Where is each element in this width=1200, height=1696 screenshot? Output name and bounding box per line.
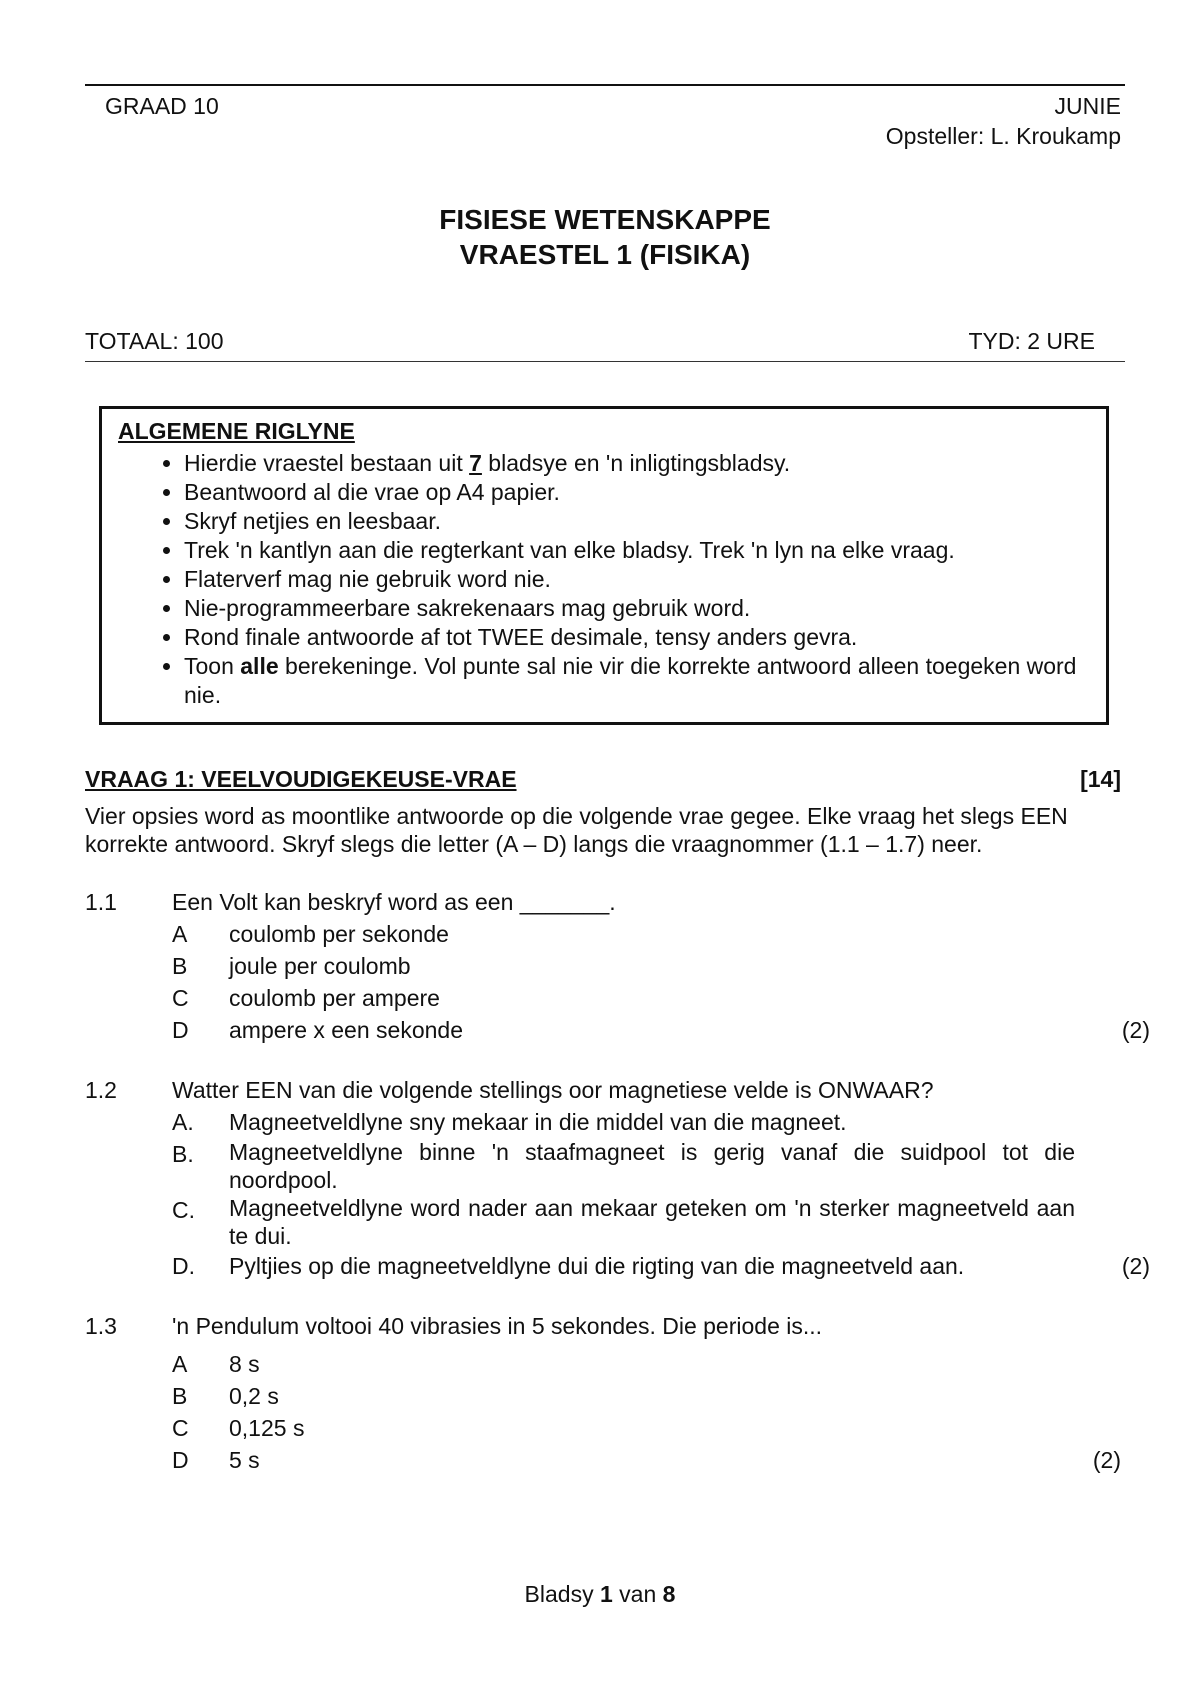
question-row: [85, 886, 1125, 918]
option-letter: D: [172, 1017, 189, 1044]
guideline-text: berekeninge. Vol punte sal nie vir die korrekte antwoord alleen toegeken word nie.: [184, 652, 1077, 708]
question-text: Watter EEN van die volgende stellings oor magnetiese velde is ONWAAR?: [172, 1077, 934, 1104]
total-marks: TOTAAL: 100: [85, 327, 224, 354]
footer-total-pages: 8: [662, 1581, 676, 1607]
guideline-text: Toon: [184, 652, 241, 679]
option-letter: D: [172, 1447, 189, 1474]
grade-label: GRAAD 10: [105, 93, 219, 119]
guideline-item: • Flaterverf mag nie gebruik word nie.: [184, 565, 1090, 594]
option-letter: B.: [172, 1141, 194, 1168]
question-row: [85, 1310, 1125, 1342]
option-letter: C: [172, 985, 189, 1012]
option-letter: A: [172, 1351, 188, 1378]
question-row: [85, 1074, 1125, 1106]
option-text: coulomb per sekonde: [229, 921, 449, 948]
guideline-text: bladsye en 'n inligtingsbladsy.: [481, 449, 791, 476]
question-marks: (2): [1121, 1017, 1150, 1044]
question-marks: (2): [1092, 1447, 1121, 1474]
guideline-emphasis: alle: [240, 652, 279, 679]
option-text: coulomb per ampere: [229, 985, 440, 1012]
question-text: 'n Pendulum voltooi 40 vibrasies in 5 sekondes. Die periode is...: [172, 1313, 823, 1340]
guideline-item: • Nie-programmeerbare sakrekenaars mag gebruik word.: [184, 594, 1090, 623]
option-letter: B: [172, 1383, 188, 1410]
question-number: 1.3: [85, 1313, 117, 1340]
guideline-item: [184, 449, 1090, 478]
guideline-item: • Beantwoord al die vrae op A4 papier.: [184, 478, 1090, 507]
option-d: [85, 1444, 1125, 1476]
guideline-item: • Skryf netjies en leesbaar.: [184, 507, 1090, 536]
paper-title: [85, 202, 1125, 272]
guideline-item: • Rond finale antwoorde af tot TWEE desimale, tensy anders gevra.: [184, 623, 1090, 652]
option-text: joule per coulomb: [229, 953, 411, 980]
question-1-intro: Vier opsies word as moontlike antwoorde op die volgende vrae gegee. Elke vraag het slegs EEN korrekte antwoord. Skryf slegs die letter (A – D) langs die vraagnommer (1.1 – 1.7) neer.: [85, 803, 1068, 858]
guidelines-list: [118, 449, 1090, 710]
guidelines-box: [99, 406, 1109, 725]
page-count: 7: [469, 449, 482, 476]
question-1-1: [85, 886, 1150, 1046]
option-letter: B: [172, 953, 188, 980]
exam-page: [85, 84, 1150, 1476]
option-letter: C: [172, 1415, 189, 1442]
option-text: 8 s: [229, 1351, 260, 1378]
guidelines-heading: ALGEMENE RIGLYNE: [118, 417, 355, 444]
option-text: Pyltjies op die magneetveldlyne dui die rigting van die magneetveld aan.: [229, 1253, 965, 1280]
option-c: [85, 1194, 1125, 1250]
option-text: Magneetveldlyne sny mekaar in die middel van die magneet.: [229, 1109, 847, 1136]
option-text: Magneetveldlyne word nader aan mekaar geteken om 'n sterker magneetveld aan te dui.: [229, 1195, 1075, 1250]
option-c: [85, 1412, 1125, 1444]
option-d: [85, 1250, 1150, 1282]
footer-prefix: Bladsy: [524, 1581, 600, 1607]
header-right: [886, 92, 1121, 152]
option-b: [85, 950, 1125, 982]
option-letter: A: [172, 921, 188, 948]
option-c: [85, 982, 1125, 1014]
option-a: [85, 1106, 1125, 1138]
option-text: 0,125 s: [229, 1415, 305, 1442]
option-letter: C.: [172, 1197, 195, 1224]
option-a: [85, 918, 1125, 950]
option-text: 0,2 s: [229, 1383, 279, 1410]
page-footer: [0, 1580, 1200, 1610]
month-label: JUNIE: [1054, 93, 1121, 119]
option-b: [85, 1380, 1125, 1412]
guideline-item: [184, 652, 1090, 710]
option-text: ampere x een sekonde: [229, 1017, 463, 1044]
paper-subtitle: VRAESTEL 1 (FISIKA): [459, 238, 751, 270]
option-text: 5 s: [229, 1447, 260, 1474]
footer-mid: van: [612, 1581, 663, 1607]
compiler-label: Opsteller: L. Kroukamp: [885, 122, 1121, 149]
footer-page-number: 1: [599, 1581, 613, 1607]
option-letter: D.: [172, 1253, 195, 1280]
question-text: Een Volt kan beskryf word as een _______.: [172, 889, 616, 916]
question-1-title: VRAAG 1: VEELVOUDIGEKEUSE-VRAE: [85, 765, 517, 792]
question-1-heading: [85, 765, 1125, 795]
question-1-2: [85, 1074, 1150, 1282]
option-b: [85, 1138, 1125, 1194]
option-a: [85, 1348, 1125, 1380]
question-marks: (2): [1121, 1253, 1150, 1280]
time-allowed: TYD: 2 URE: [968, 327, 1095, 354]
header-row: [85, 86, 1125, 152]
question-1-3: [85, 1310, 1125, 1476]
option-text: Magneetveldlyne binne 'n staafmagneet is gerig vanaf die suidpool tot die noordpool.: [229, 1139, 1075, 1194]
totals-row: [85, 327, 1125, 362]
question-number: 1.1: [85, 889, 117, 916]
question-number: 1.2: [85, 1077, 117, 1104]
subject-title: FISIESE WETENSKAPPE: [439, 203, 771, 235]
guideline-item: • Trek 'n kantlyn aan die regterkant van elke bladsy. Trek 'n lyn na elke vraag.: [184, 536, 1090, 565]
option-d: [85, 1014, 1150, 1046]
guideline-text: Hierdie vraestel bestaan uit: [184, 449, 470, 476]
option-letter: A.: [172, 1109, 194, 1136]
question-1-marks: [14]: [1080, 765, 1121, 792]
